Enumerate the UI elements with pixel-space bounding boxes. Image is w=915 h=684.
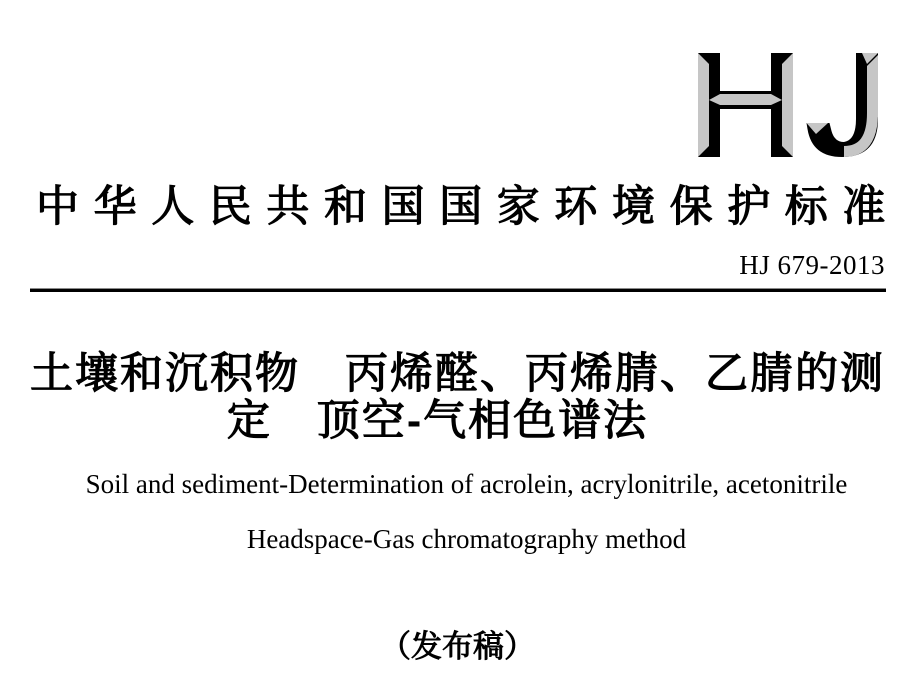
header-rule — [30, 288, 886, 292]
standard-number: HJ 679-2013 — [739, 250, 885, 280]
title-zh-line1: 土壤和沉积物 丙烯醛、丙烯腈、乙腈的测 — [30, 350, 885, 398]
hj-logo-icon — [698, 53, 878, 157]
letter-j — [807, 53, 879, 157]
document-title-zh — [0, 351, 915, 445]
national-standard-heading: 中华人民共和国国家环境保护标准 — [36, 184, 900, 231]
document-title-en-line1: Soil and sediment-Determination of acrolein, acrylonitrile, acetonitrile — [85, 469, 848, 499]
document-title-en-line2: Headspace-Gas chromatography method — [246, 524, 687, 554]
letter-h — [698, 53, 793, 157]
draft-label: （发布稿） — [380, 629, 535, 664]
hj-logo — [698, 53, 878, 157]
title-zh-line2: 定 顶空-气相色谱法 — [226, 397, 649, 445]
